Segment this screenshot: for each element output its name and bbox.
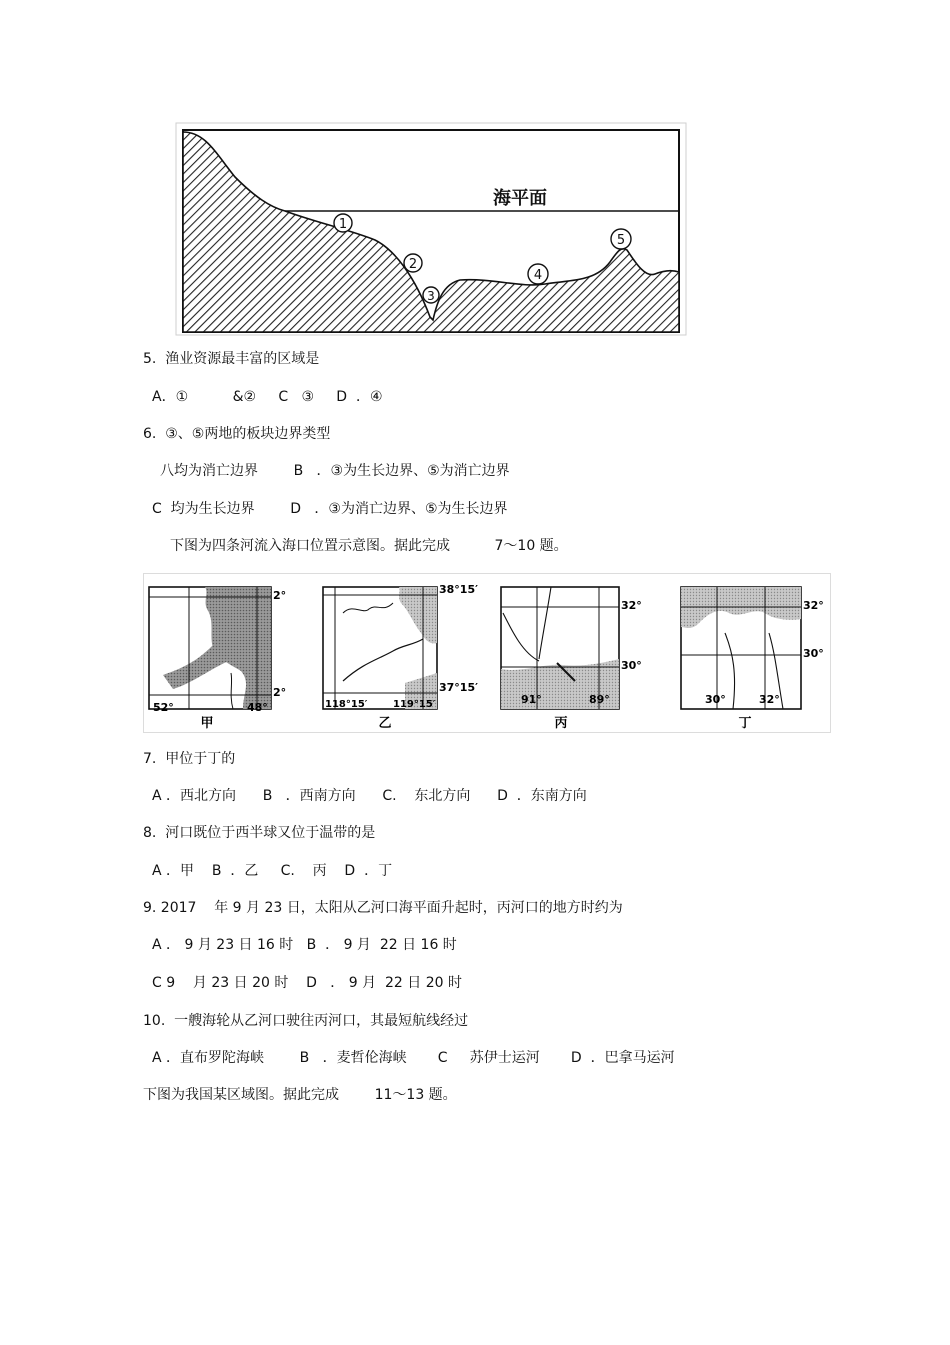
map-bing-label: 丙 [554,716,568,731]
question-10-stem: 10. 一艘海轮从乙河口驶往丙河口，其最短航线经过 [143,1013,469,1029]
question-9-options-line1: A ． 9 月 23 日 16 时 B ． 9 月 22 日 16 时 [152,937,457,953]
svg-text:38°15′: 38°15′ [439,583,479,596]
map-yi-label: 乙 [378,716,392,731]
map-jia [149,587,286,731]
question-9-options-line2: C 9 月 23 日 20 时 D ． 9 月 22 日 20 时 [152,975,462,991]
seafloor-profile-figure [175,122,687,336]
svg-text:37°15′: 37°15′ [439,681,479,694]
svg-text:3: 3 [427,289,435,303]
svg-text:5: 5 [616,233,626,248]
question-10-options: A ．直布罗陀海峡 B ．麦哲伦海峡 C 苏伊士运河 D ．巴拿马运河 [152,1050,675,1066]
marker-3 [423,287,439,303]
svg-text:32°: 32° [803,599,824,612]
svg-text:4: 4 [533,268,543,283]
svg-text:118°15′: 118°15′ [325,699,368,710]
river-mouth-maps-figure [143,573,831,733]
question-9-stem: 9. 2017 年 9 月 23 日，太阳从乙河口海平面升起时，丙河口的地方时约为 [143,900,623,916]
svg-text:89°: 89° [589,693,610,706]
question-8-stem: 8. 河口既位于西半球又位于温带的是 [143,825,376,841]
svg-text:52°: 52° [153,701,174,714]
intro-questions-7-10: 下图为四条河流入海口位置示意图。据此完成 7～10 题。 [170,538,568,554]
marker-4 [528,264,548,284]
svg-text:119°15′: 119°15′ [393,699,436,710]
question-6-stem: 6. ③、⑤两地的板块边界类型 [143,426,331,442]
question-6-options-line1: 八均为消亡边界 B ．③为生长边界、⑤为消亡边界 [160,463,510,479]
svg-text:1: 1 [338,217,348,232]
question-7-options: A ．西北方向 B ．西南方向 C. 东北方向 D ．东南方向 [152,788,587,804]
svg-text:2: 2 [408,257,418,272]
svg-text:2°: 2° [273,686,287,699]
svg-text:30°: 30° [803,647,824,660]
sea-level-label: 海平面 [493,188,547,209]
question-7-stem: 7. 甲位于丁的 [143,751,236,767]
map-jia-label: 甲 [200,716,214,731]
question-6-options-line2: C 均为生长边界 D ．③为消亡边界、⑤为生长边界 [152,501,508,517]
question-5-stem: 5. 渔业资源最丰富的区域是 [143,351,320,367]
question-8-options: A ．甲 B ．乙 C. 丙 D ．丁 [152,863,393,879]
marker-1 [334,214,352,232]
map-ding-label: 丁 [738,716,752,731]
svg-text:32°: 32° [621,599,642,612]
marker-2 [404,254,422,272]
question-5-options: A．① &② C ③ D ．④ [152,389,383,405]
svg-text:32°: 32° [759,693,780,706]
svg-text:48°: 48° [247,701,268,714]
svg-text:91°: 91° [521,693,542,706]
svg-text:30°: 30° [705,693,726,706]
svg-text:2°: 2° [273,589,287,602]
marker-5 [611,229,631,249]
intro-questions-11-13: 下图为我国某区域图。据此完成 11～13 题。 [143,1087,457,1103]
svg-text:30°: 30° [621,659,642,672]
